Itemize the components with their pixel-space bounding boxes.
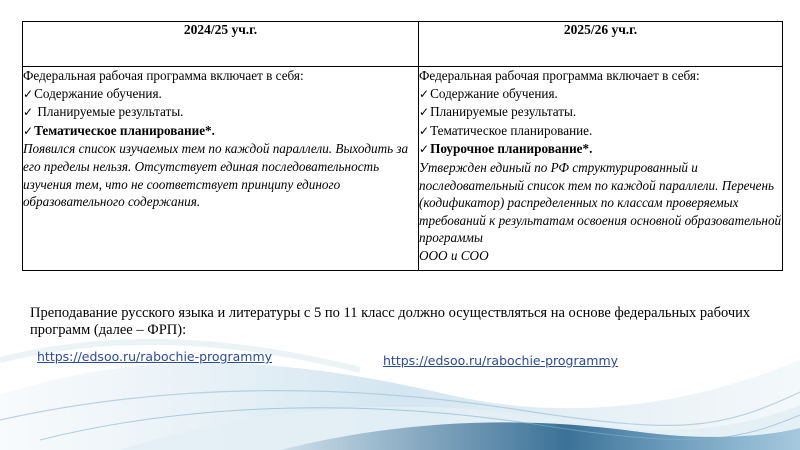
left-item-1: ✓Содержание обучения.: [23, 85, 162, 101]
left-note: Появился список изучаемых тем по каждой параллели. Выходить за его пределы нельзя. Отсутствует единая последовательность изучения тем, что не соответствует принципу единого образовательного содержания.: [23, 141, 409, 210]
right-item-3: ✓Тематическое планирование.: [419, 122, 593, 138]
cell-2025-26: [419, 67, 783, 271]
comparison-table: [22, 21, 783, 271]
cell-2024-25: [23, 67, 419, 271]
right-item-4: ✓Поурочное планирование*.: [419, 141, 593, 157]
right-note: Утвержден единый по РФ структурированный и последовательный список тем по каждой параллели. Перечень (кодификатор) распределенных по классам проверяемых требований к результатам освоения основной образовательной программы: [419, 159, 782, 246]
checkmark-icon: ✓: [23, 86, 34, 101]
checkmark-icon: ✓: [419, 142, 430, 157]
edsoo-link-left[interactable]: https://edsoo.ru/rabochie-programmy: [37, 349, 273, 364]
right-item-2: ✓Планируемые результаты.: [419, 104, 577, 120]
checkmark-icon: ✓: [419, 86, 430, 101]
right-item-1: ✓Содержание обучения.: [419, 85, 558, 101]
right-intro: Федеральная рабочая программа включает в себя:: [419, 68, 700, 83]
left-intro: Федеральная рабочая программа включает в себя:: [23, 68, 304, 83]
edsoo-link-right[interactable]: https://edsoo.ru/rabochie-programmy: [383, 353, 619, 368]
header-2025-26: 2025/26 уч.г.: [419, 22, 783, 67]
checkmark-icon: ✓: [419, 123, 430, 138]
checkmark-icon: ✓: [23, 123, 34, 138]
header-2024-25: 2024/25 уч.г.: [23, 22, 419, 67]
checkmark-icon: ✓: [23, 105, 34, 120]
left-item-3: ✓Тематическое планирование*.: [23, 122, 215, 138]
left-item-2: ✓ Планируемые результаты.: [23, 104, 184, 120]
frp-paragraph: Преподавание русского языка и литературы с 5 по 11 класс должно осуществляться на основе федеральных рабочих программ (далее – ФРП):: [30, 305, 751, 338]
right-tail: ООО и СОО: [419, 247, 489, 263]
checkmark-icon: ✓: [419, 105, 430, 120]
